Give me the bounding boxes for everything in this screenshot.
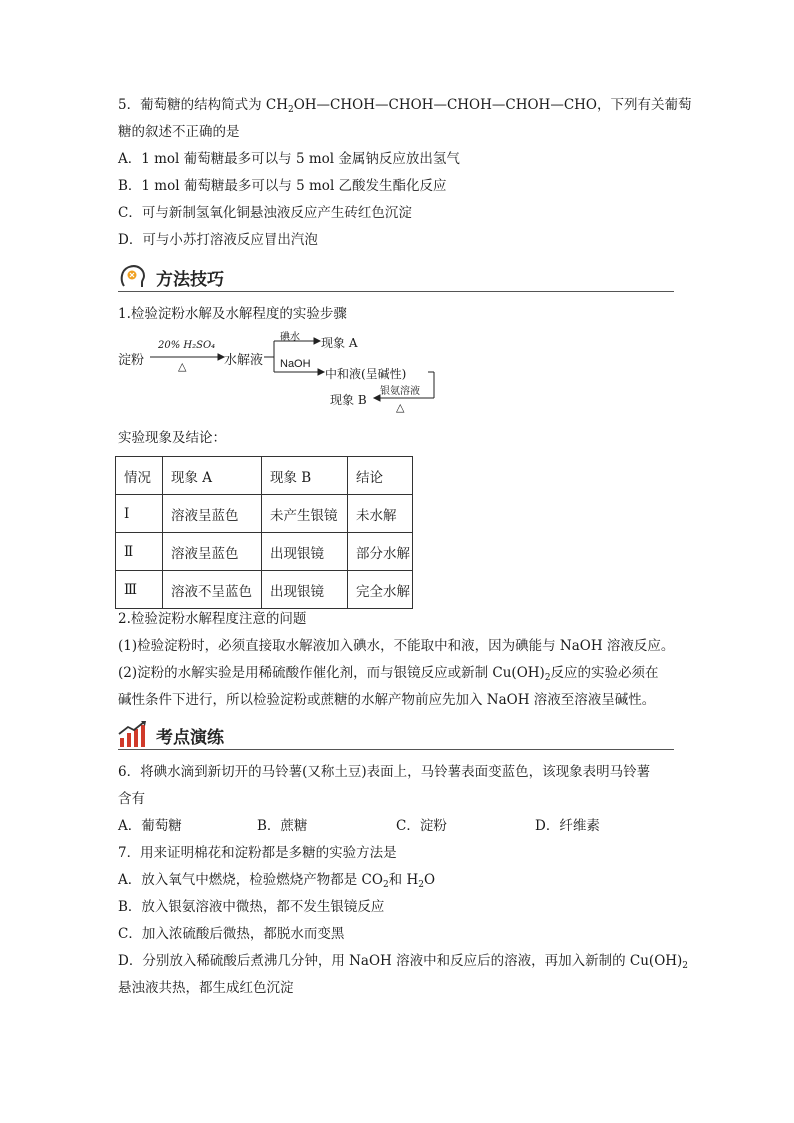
flow-neutral-solution: 中和液(呈碱性) — [325, 367, 407, 381]
flow-phenomenon-b: 现象 B — [330, 393, 367, 407]
q6-option-a: A．葡萄糖 — [118, 818, 182, 834]
q7-option-d-line2: 悬浊液共热，都生成红色沉淀 — [118, 980, 294, 996]
table-cell: Ⅰ — [116, 495, 163, 533]
q5-option-c: C．可与新制氢氧化铜悬浊液反应产生砖红色沉淀 — [118, 205, 412, 221]
flow-heat-1: △ — [178, 360, 187, 373]
q6-option-b: B．蔗糖 — [257, 818, 308, 834]
q6-stem-line1: 6．将碘水滴到新切开的马铃薯(又称土豆)表面上，马铃薯表面变蓝色，该现象表明马铃薯 — [118, 764, 651, 780]
table-header-cell: 情况 — [116, 457, 163, 495]
flow-reagent-silver-ammonia: 银氨溶液 — [380, 386, 420, 397]
table-header-cell: 现象 A — [163, 457, 262, 495]
table-cell: Ⅲ — [116, 571, 163, 609]
flow-reagent-naoh: NaOH — [280, 358, 311, 370]
method-note-3: 碱性条件下进行，所以检验淀粉或蔗糖的水解产物前应先加入 NaOH 溶液至溶液呈碱性。 — [118, 692, 656, 708]
bar-chart-icon — [118, 720, 148, 748]
section-method-header — [118, 262, 674, 292]
section-method-title: 方法技巧 — [156, 270, 224, 290]
flow-hydrolysate: 水解液 — [224, 353, 264, 368]
table-header-cell: 结论 — [348, 457, 413, 495]
q7-option-b: B．放入银氨溶液中微热，都不发生银镜反应 — [118, 899, 385, 915]
table-cell: 完全水解 — [348, 571, 413, 609]
q5-option-d: D．可与小苏打溶液反应冒出汽泡 — [118, 232, 318, 248]
head-lightbulb-icon — [118, 262, 148, 290]
table-row — [116, 571, 413, 609]
flow-reagent-h2so4: 20% H₂SO₄ — [158, 340, 216, 351]
table-cell: 溶液呈蓝色 — [163, 533, 262, 571]
table-cell: 部分水解 — [348, 533, 413, 571]
method-note-2: (2)淀粉的水解实验是用稀硫酸作催化剂，而与银镜反应或新制 $Cu(OH)_2$反应的实验必须在 — [118, 665, 659, 683]
q7-option-d-line1: D．分别放入稀硫酸后煮沸几分钟，用 NaOH 溶液中和反应后的溶液，再加入新制的 $Cu(OH)_2$ — [118, 953, 689, 971]
table-cell: 出现银镜 — [262, 533, 348, 571]
q5-stem-line2: 糖的叙述不正确的是 — [118, 124, 240, 140]
q5-option-a: A．1 mol 葡萄糖最多可以与 5 mol 金属钠反应放出氢气 — [118, 151, 460, 167]
section-practice-title: 考点演练 — [156, 728, 224, 748]
q7-option-a: A．放入氧气中燃烧，检验燃烧产物都是 $CO_2$和 $H_2O$ — [118, 872, 436, 890]
table-row — [116, 533, 413, 571]
q6-option-c: C．淀粉 — [396, 818, 447, 834]
section-divider — [118, 749, 674, 750]
hydrolysis-flow-diagram — [118, 330, 448, 420]
section-divider — [118, 291, 674, 292]
section-practice-header — [118, 720, 674, 750]
table-cell: 溶液呈蓝色 — [163, 495, 262, 533]
flow-heat-2: △ — [396, 401, 405, 414]
table-cell: 溶液不呈蓝色 — [163, 571, 262, 609]
q6-options — [118, 816, 600, 836]
table-caption: 实验现象及结论： — [118, 430, 226, 446]
method-heading-2: 2.检验淀粉水解程度注意的问题 — [118, 611, 307, 627]
q7-stem: 7．用来证明棉花和淀粉都是多糖的实验方法是 — [118, 845, 397, 861]
table-cell: 未产生银镜 — [262, 495, 348, 533]
method-note-1: (1)检验淀粉时，必须直接取水解液加入碘水，不能取中和液，因为碘能与 NaOH 溶液反应。 — [118, 638, 675, 654]
table-header-row — [116, 457, 413, 495]
q6-option-d: D．纤维素 — [535, 818, 600, 834]
flow-reagent-iodine: 碘水 — [280, 332, 300, 343]
method-heading-1: 1.检验淀粉水解及水解程度的实验步骤 — [118, 306, 347, 322]
flow-start-starch: 淀粉 — [118, 353, 145, 368]
results-table — [115, 456, 413, 609]
q7-option-c: C．加入浓硫酸后微热，都脱水而变黑 — [118, 926, 345, 942]
table-cell: 出现银镜 — [262, 571, 348, 609]
q5-option-b: B．1 mol 葡萄糖最多可以与 5 mol 乙酸发生酯化反应 — [118, 178, 447, 194]
table-header-cell: 现象 B — [262, 457, 348, 495]
q5-stem-line1: 5．葡萄糖的结构简式为 $CH_2OH—CHOH—CHOH—CHOH—CHOH—CHO$，下列有关葡萄 — [118, 97, 692, 115]
q6-stem-line2: 含有 — [118, 791, 145, 807]
flow-phenomenon-a: 现象 A — [321, 336, 358, 350]
table-cell: Ⅱ — [116, 533, 163, 571]
table-row — [116, 495, 413, 533]
table-cell: 未水解 — [348, 495, 413, 533]
